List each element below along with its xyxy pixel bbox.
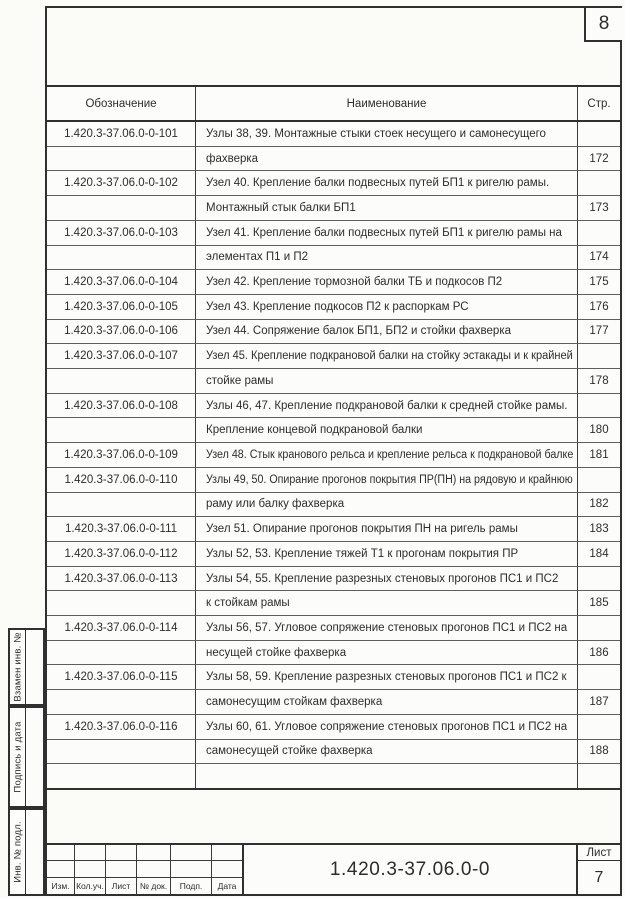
revision-column-label: Лист	[106, 878, 137, 894]
row-page: 188	[589, 745, 609, 758]
row-page: 186	[589, 646, 609, 659]
row-designation	[47, 196, 196, 220]
table-row	[47, 344, 620, 369]
row-designation: 1.420.3-37.06.0-0-112	[47, 542, 196, 566]
table-row	[47, 616, 620, 641]
revision-cell	[75, 845, 106, 861]
revision-cell	[137, 861, 171, 877]
row-designation: 1.420.3-37.06.0-0-110	[47, 468, 196, 492]
row-name: Узел 40. Крепление балки подвесных путей БП1 к ригелю рамы.	[196, 171, 578, 195]
row-designation: 1.420.3-37.06.0-0-104	[47, 270, 196, 294]
row-name: Узлы 58, 59. Крепление разрезных стеновых прогонов ПС1 и ПС2 к	[196, 665, 578, 689]
row-designation: 1.420.3-37.06.0-0-107	[47, 344, 196, 368]
corner-page-number	[584, 8, 622, 42]
row-page	[578, 764, 620, 788]
table-row	[47, 295, 620, 320]
title-block	[45, 843, 622, 896]
toc-table	[45, 85, 622, 790]
toc-body	[47, 122, 620, 788]
revision-cell	[212, 845, 242, 861]
vertical-label: Взамен инв. №	[10, 630, 26, 704]
row-name: Узлы 56, 57. Угловое сопряжение стеновых прогонов ПС1 и ПС2 на	[196, 616, 578, 640]
sheet-label: Лист	[578, 845, 620, 861]
revision-cell	[212, 861, 242, 877]
table-row	[47, 493, 620, 518]
row-name: к стойкам рамы	[196, 591, 578, 615]
table-row	[47, 517, 620, 542]
table-row	[47, 715, 620, 740]
row-page: 182	[589, 498, 609, 511]
side-box-podpis-data	[8, 706, 45, 808]
table-row	[47, 665, 620, 690]
row-name: раму или балку фахверка	[196, 493, 578, 517]
vertical-label: Подпись и дата	[10, 708, 26, 806]
row-designation: 1.420.3-37.06.0-0-111	[47, 517, 196, 541]
row-page: 184	[589, 547, 609, 560]
table-row	[47, 764, 620, 788]
row-name: Монтажный стык балки БП1	[196, 196, 578, 220]
row-name: Узлы 49, 50. Опирание прогонов покрытия ПР(ПН) на рядовую и крайнюю	[196, 468, 578, 492]
row-name: Узел 43. Крепление подкосов П2 к распоркам РС	[196, 295, 578, 319]
row-designation	[47, 764, 196, 788]
row-designation	[47, 418, 196, 442]
table-row	[47, 246, 620, 271]
revision-column-label: Дата	[217, 880, 237, 891]
table-row	[47, 443, 620, 468]
row-page	[578, 715, 620, 739]
vertical-label: Инв. № подл.	[10, 810, 26, 894]
table-row	[47, 320, 620, 345]
row-page: 176	[589, 300, 609, 313]
row-name: Узел 48. Стык кранового рельса и крепление рельса к подкрановой балке	[196, 443, 578, 467]
side-box-blank-cell	[26, 708, 43, 806]
row-name: несущей стойке фахверка	[196, 641, 578, 665]
revision-cell	[137, 845, 171, 861]
document-number: 1.420.3-37.06.0-0	[329, 858, 491, 880]
toc-header-page: Стр.	[587, 97, 611, 110]
revision-cell	[47, 845, 75, 861]
sheet-number: 7	[594, 868, 604, 886]
row-designation: 1.420.3-37.06.0-0-103	[47, 221, 196, 245]
table-row	[47, 270, 620, 295]
revision-cell	[106, 861, 137, 877]
table-row	[47, 394, 620, 419]
row-page	[578, 468, 620, 492]
row-name: Узел 51. Опирание прогонов покрытия ПН на ригель рамы	[196, 517, 578, 541]
table-row	[47, 641, 620, 666]
row-designation: 1.420.3-37.06.0-0-105	[47, 295, 196, 319]
row-designation: 1.420.3-37.06.0-0-102	[47, 171, 196, 195]
revision-cell	[75, 861, 106, 877]
table-row	[47, 221, 620, 246]
sheet-box	[578, 845, 620, 894]
row-name: самонесущей стойке фахверка	[196, 740, 578, 764]
table-row	[47, 690, 620, 715]
row-designation	[47, 690, 196, 714]
row-name: фахверка	[196, 147, 578, 171]
row-designation: 1.420.3-37.06.0-0-106	[47, 320, 196, 344]
row-name: Крепление концевой подкрановой балки	[196, 418, 578, 442]
row-page	[578, 394, 620, 418]
table-row	[47, 468, 620, 493]
row-designation: 1.420.3-37.06.0-0-108	[47, 394, 196, 418]
table-row	[47, 418, 620, 443]
revision-column-label: Изм.	[47, 878, 75, 894]
row-page: 180	[589, 424, 609, 437]
row-page: 183	[589, 523, 609, 536]
row-name: Узлы 54, 55. Крепление разрезных стеновых прогонов ПС1 и ПС2	[196, 567, 578, 591]
row-designation: 1.420.3-37.06.0-0-101	[47, 122, 196, 146]
revision-column-label: Подп.	[171, 878, 212, 894]
table-row	[47, 591, 620, 616]
revision-cell	[171, 845, 212, 861]
row-name: Узлы 52, 53. Крепление тяжей Т1 к прогонам покрытия ПР	[196, 542, 578, 566]
row-page: 174	[589, 251, 609, 264]
row-name: Узел 45. Крепление подкрановой балки на стойку эстакады и к крайней	[196, 344, 578, 368]
row-designation: 1.420.3-37.06.0-0-113	[47, 567, 196, 591]
row-page: 175	[589, 276, 609, 289]
row-page	[578, 344, 620, 368]
row-page	[578, 171, 620, 195]
row-page: 172	[589, 152, 609, 165]
table-row	[47, 196, 620, 221]
row-designation	[47, 591, 196, 615]
row-page: 185	[589, 597, 609, 610]
row-designation	[47, 369, 196, 393]
row-designation: 1.420.3-37.06.0-0-114	[47, 616, 196, 640]
row-designation	[47, 493, 196, 517]
row-name	[196, 764, 578, 788]
row-name: Узлы 60, 61. Угловое сопряжение стеновых прогонов ПС1 и ПС2 на	[196, 715, 578, 739]
row-designation: 1.420.3-37.06.0-0-115	[47, 665, 196, 689]
row-page	[578, 122, 620, 146]
revision-cell	[171, 861, 212, 877]
row-designation	[47, 147, 196, 171]
revision-table	[47, 845, 244, 894]
row-designation: 1.420.3-37.06.0-0-109	[47, 443, 196, 467]
toc-header-row	[47, 87, 620, 122]
table-row	[47, 369, 620, 394]
side-box-blank-cell	[26, 810, 43, 894]
toc-header-designation: Обозначение	[47, 87, 196, 120]
side-box-vzamen-inv	[8, 628, 45, 706]
row-name: Узел 41. Крепление балки подвесных путей БП1 к ригелю рамы на	[196, 221, 578, 245]
row-page	[578, 665, 620, 689]
row-name: Узлы 38, 39. Монтажные стыки стоек несущего и самонесущего	[196, 122, 578, 146]
toc-header-name: Наименование	[196, 87, 578, 120]
row-page: 181	[589, 448, 609, 461]
row-name: элементах П1 и П2	[196, 246, 578, 270]
row-page: 178	[589, 374, 609, 387]
side-box-inv-podl	[8, 808, 45, 896]
row-designation	[47, 246, 196, 270]
row-name: Узел 44. Сопряжение балок БП1, БП2 и стойки фахверка	[196, 320, 578, 344]
row-name: самонесущим стойкам фахверка	[196, 690, 578, 714]
revision-column-label: Кол.уч.	[75, 878, 106, 894]
row-page	[578, 221, 620, 245]
row-designation	[47, 641, 196, 665]
row-page	[578, 567, 620, 591]
row-page: 187	[589, 696, 609, 709]
row-designation	[47, 740, 196, 764]
corner-page-number-value: 8	[598, 13, 610, 34]
side-box-blank-cell	[26, 630, 43, 704]
table-row	[47, 171, 620, 196]
revision-cell	[47, 861, 75, 877]
row-page	[578, 616, 620, 640]
row-name: Узел 42. Крепление тормозной балки ТБ и подкосов П2	[196, 270, 578, 294]
revision-column-label: № док.	[137, 878, 171, 894]
table-row	[47, 567, 620, 592]
row-page: 177	[589, 325, 609, 338]
revision-cell	[106, 845, 137, 861]
table-row	[47, 740, 620, 765]
table-row	[47, 122, 620, 147]
document-number-cell	[244, 845, 578, 894]
row-name: стойке рамы	[196, 369, 578, 393]
row-name: Узлы 46, 47. Крепление подкрановой балки к средней стойке рамы.	[196, 394, 578, 418]
table-row	[47, 147, 620, 172]
table-row	[47, 542, 620, 567]
row-designation: 1.420.3-37.06.0-0-116	[47, 715, 196, 739]
row-page: 173	[589, 201, 609, 214]
